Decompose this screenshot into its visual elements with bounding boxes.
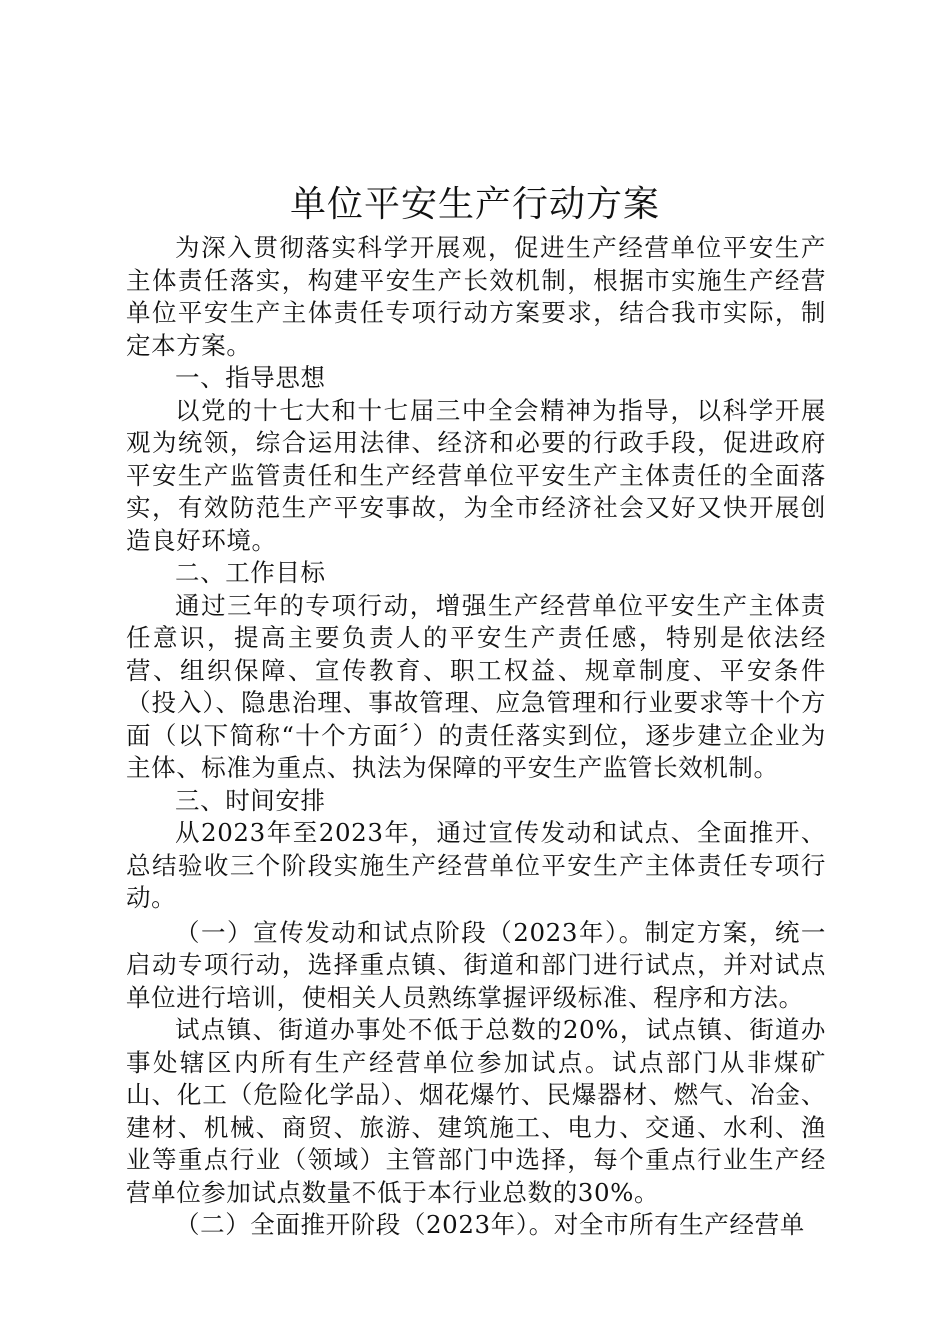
section-heading-work-objectives: 二、工作目标 <box>175 558 326 587</box>
intro-paragraph: 为深入贯彻落实科学开展观，促进生产经营单位平安生产主体责任落实，构建平安生产长效机制，根据市实施生产经营单位平安生产主体责任专项行动方案要求，结合我市实际，制定本方案。 <box>126 233 826 360</box>
phase-two-paragraph: （二）全面推开阶段（2023年）。对全市所有生产经营单 <box>175 1210 805 1239</box>
section-heading-schedule: 三、时间安排 <box>175 785 326 815</box>
phase-one-detail-paragraph: 试点镇、街道办事处不低于总数的20%，试点镇、街道办事处辖区内所有生产经营单位参加试点。试点部门从非煤矿山、化工（危险化学品）、烟花爆竹、民爆器材、燃气、冶金、建材、机械、商贸、旅游、建筑施工、电力、交通、水利、渔业等重点行业（领域）主管部门中选择，每个重点行业生产经营单位参加试点数量不低于本行业总数的30%。 <box>126 1015 826 1207</box>
section-paragraph-work-objectives: 通过三年的专项行动，增强生产经营单位平安生产主体责任意识，提高主要负责人的平安生产责任感，特别是依法经营、组织保障、宣传教育、职工权益、规章制度、平安条件（投入）、隐患治理、事故管理、应急管理和行业要求等十个方面（以下简称“十个方面〞）的责任落实到位，逐步建立企业为主体、标准为重点、执法为保障的平安生产监管长效机制。 <box>126 590 826 782</box>
document-body <box>126 232 826 1242</box>
section-heading-guiding-ideology: 一、指导思想 <box>175 363 326 392</box>
section-paragraph-schedule: 从2023年至2023年，通过宣传发动和试点、全面推开、总结验收三个阶段实施生产经营单位平安生产主体责任专项行动。 <box>126 818 826 912</box>
section-paragraph-guiding-ideology: 以党的十七大和十七届三中全会精神为指导，以科学开展观为统领，综合运用法律、经济和必要的行政手段，促进政府平安生产监管责任和生产经营单位平安生产主体责任的全面落实，有效防范生产平安事故，为全市经济社会又好又快开展创造良好环境。 <box>126 395 826 555</box>
phase-one-paragraph: （一）宣传发动和试点阶段（2023年）。制定方案，统一启动专项行动，选择重点镇、街道和部门进行试点，并对试点单位进行培训，使相关人员熟练掌握评级标准、程序和方法。 <box>126 917 826 1012</box>
document-title: 单位平安生产行动方案 <box>289 184 660 225</box>
